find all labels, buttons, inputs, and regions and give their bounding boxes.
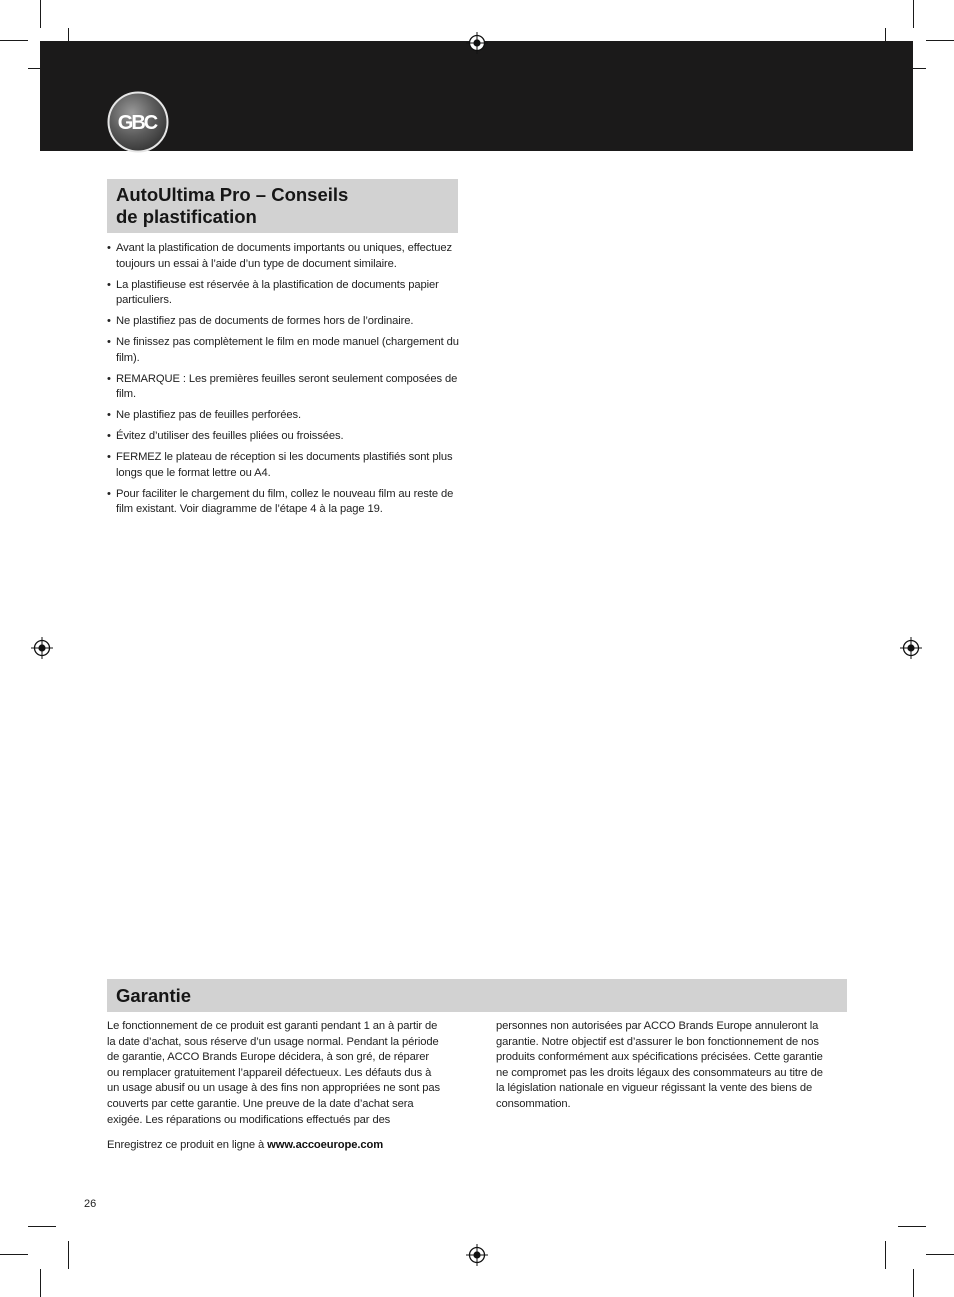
list-item: • Ne plastifiez pas de documents de formes hors de l’ordinaire.	[107, 314, 459, 330]
tips-heading	[107, 179, 458, 233]
crop-mark	[926, 1254, 954, 1255]
registration-mark-icon	[466, 1244, 488, 1266]
register-text: Enregistrez ce produit en ligne à	[107, 1139, 268, 1151]
crop-mark	[926, 40, 954, 41]
crop-mark	[885, 1241, 886, 1269]
crop-mark	[68, 1241, 69, 1269]
register-line	[107, 1138, 467, 1154]
crop-mark	[913, 0, 914, 28]
list-item: • Ne finissez pas complètement le film en mode manuel (chargement du film).	[107, 335, 459, 366]
list-item: • Avant la plastification de documents importants ou uniques, effectuez toujours un essai à l’aide d’un type de document similaire.	[107, 241, 459, 272]
crop-mark	[28, 1226, 56, 1227]
warranty-text-column-2: personnes non autorisées par ACCO Brands Europe annuleront la garantie. Notre objectif est d’assurer le bon fonctionnement de nos produits conformément aux spécifications précisées. Cette garantie ne compromet pas les droits légaux des consommateurs au titre de la législation nationale en vigueur régissant la vente des biens de consommation.	[496, 1020, 823, 1110]
crop-mark	[0, 40, 28, 41]
list-item: • FERMEZ le plateau de réception si les documents plastifiés sont plus longs que le format lettre ou A4.	[107, 450, 459, 481]
warranty-heading: Garantie	[107, 979, 847, 1012]
crop-mark	[40, 0, 41, 28]
gbc-logo	[106, 90, 170, 154]
crop-mark	[40, 1269, 41, 1297]
tips-heading-line: de plastification	[116, 206, 257, 227]
register-url-link[interactable]: www.accoeurope.com	[267, 1139, 384, 1151]
crop-mark	[898, 1226, 926, 1227]
list-item: • REMARQUE : Les premières feuilles seront seulement composées de film.	[107, 372, 459, 403]
registration-mark-icon	[900, 637, 922, 659]
page-number: 26	[84, 1198, 97, 1210]
list-item: • Ne plastifiez pas de feuilles perforées.	[107, 408, 459, 424]
crop-mark	[913, 1269, 914, 1297]
registration-mark-icon	[31, 637, 53, 659]
list-item: • Évitez d’utiliser des feuilles pliées ou froissées.	[107, 429, 459, 445]
tips-heading-line: AutoUltima Pro – Conseils	[116, 184, 349, 205]
crop-mark	[0, 1254, 28, 1255]
list-item: • Pour faciliter le chargement du film, collez le nouveau film au reste de film existant. Voir diagramme de l’étape 4 à la page 19.	[107, 487, 459, 518]
registration-mark-icon	[466, 32, 488, 54]
header-band	[40, 41, 913, 151]
tips-list	[107, 241, 459, 523]
list-item: • La plastifieuse est réservée à la plastification de documents papier particuliers.	[107, 278, 459, 309]
svg-text:GBC: GBC	[117, 112, 157, 134]
warranty-text-column-1: Le fonctionnement de ce produit est garanti pendant 1 an à partir de la date d’achat, sous réserve d’un usage normal. Pendant la période de garantie, ACCO Brands Europe décidera, à son gré, de réparer ou remplacer gratuitement l’appareil défectueux. Les défauts dus à un usage abusif ou un usage à des fins non appropriées ne sont pas couverts par cette garantie. Une preuve de la date d’achat sera exigée. Les réparations ou modifications effectués par des	[107, 1020, 441, 1126]
